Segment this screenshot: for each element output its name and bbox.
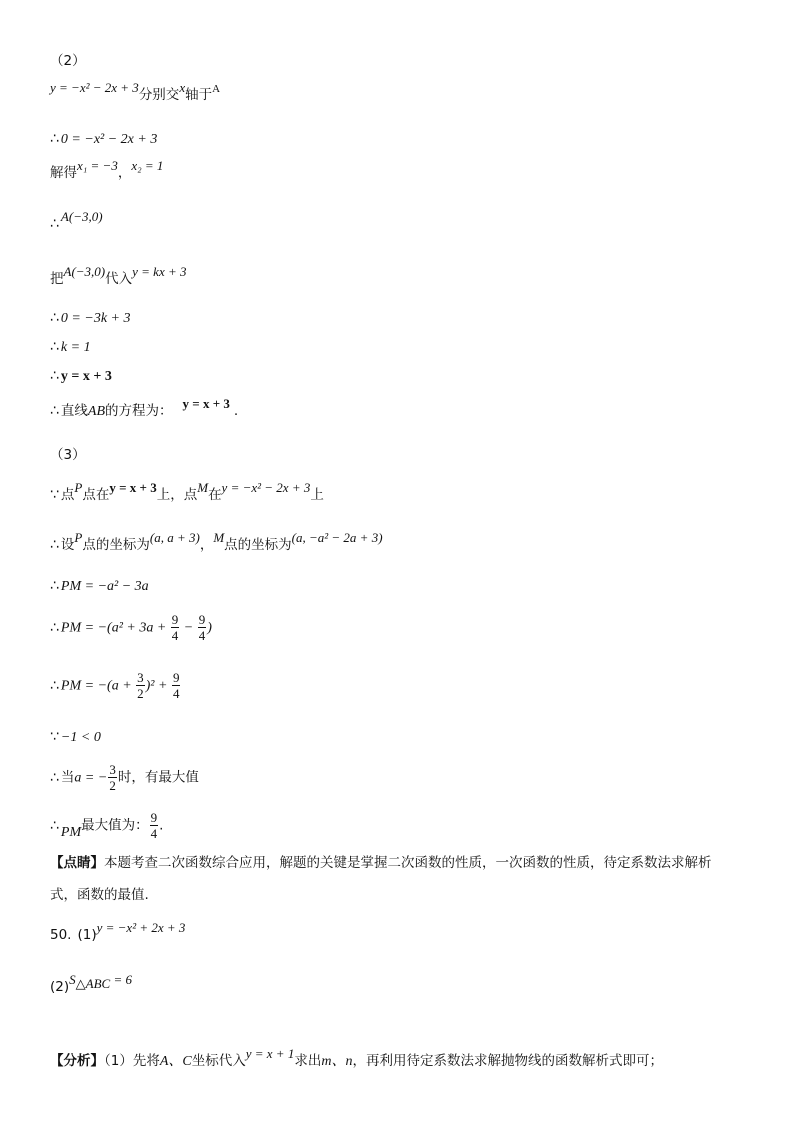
part2-line2: ∴ 0 = −x² − 2x + 3 [50, 131, 158, 147]
comment-line1: 【点睛】本题考查二次函数综合应用，解题的关键是掌握二次函数的性质，一次函数的性质，待定系数法求解析 [50, 855, 712, 871]
part3-line7: ∴ 当a = − $\frac{3}{2}$ 时，有最大值 [50, 762, 199, 793]
part2-line1: y = −x² − 2x + 3分别交x轴于$^A$ [50, 80, 221, 103]
part2-line4: ∴ A(−3,0) [50, 209, 103, 232]
comment-line2: 式，函数的最值. [50, 887, 149, 903]
part3-line5: ∴ PM = −(a + $\frac{3}{2}$ )² + $\frac{9}{4}$ [50, 670, 180, 701]
part3-line6: ∵ −1 < 0 [50, 729, 101, 745]
part3-line1: ∵ 点P点在y = x + 3上，点M在y = −x² − 2x + 3上 [50, 480, 324, 503]
fraction: $\frac{9}{4}$ [172, 670, 180, 701]
analysis-label: 【分析】 [50, 1053, 104, 1069]
fraction: $\frac{3}{2}$ [137, 670, 144, 701]
analysis-line: 【分析】（1）先将A、C坐标代入y = x + 1求出m、n，再利用待定系数法求解抛物线的函数解析式即可； [50, 1046, 663, 1069]
part2-line6: ∴ 0 = −3k + 3 [50, 310, 131, 326]
question-number: 50. [50, 927, 72, 943]
q50-answer2: $(2)S_{\triangle ABC} = 6$ [50, 972, 132, 995]
part2-line7: ∴ k = 1 [50, 339, 91, 355]
part3-label: （3） [50, 447, 86, 463]
part2-label: （2） [50, 53, 86, 69]
part3-line4: ∴ PM = −(a² + 3a + $\frac{9}{4}$ − $\frac{9}{4}$ ) [50, 612, 212, 643]
part2-line9: ∴ 直线AB的方程为： y = x + 3 . [50, 396, 239, 419]
part2-line3: 解得x₁ = −3，x₂ = 1 [50, 158, 164, 181]
fraction: $\frac{9}{4}$ [171, 612, 179, 643]
q50-answer1: 50. (1)y = −x² + 2x + 3 [50, 920, 186, 943]
part3-line8: ∴ PM最大值为： $\frac{9}{4}$ . [50, 810, 164, 841]
therefore-symbol: ∴ [50, 131, 59, 147]
math-expr: y = −x² − 2x + 3 [50, 80, 139, 95]
part3-line3: ∴ PM = −a² − 3a [50, 578, 149, 594]
fraction: $\frac{9}{4}$ [198, 612, 206, 643]
part2-line5: 把A(−3,0)代入y = kx + 3 [50, 264, 187, 287]
therefore-symbol: ∴ [50, 216, 59, 232]
because-symbol: ∵ [50, 487, 59, 503]
part2-line8: ∴ y = x + 3 [50, 368, 112, 384]
fraction: $\frac{3}{2}$ [109, 762, 116, 793]
fraction: $\frac{9}{4}$ [150, 810, 158, 841]
comment-label: 【点睛】 [50, 855, 104, 871]
part3-line2: ∴ 设P点的坐标为(a, a + 3)，M点的坐标为(a, −a² − 2a + 3) [50, 530, 383, 553]
